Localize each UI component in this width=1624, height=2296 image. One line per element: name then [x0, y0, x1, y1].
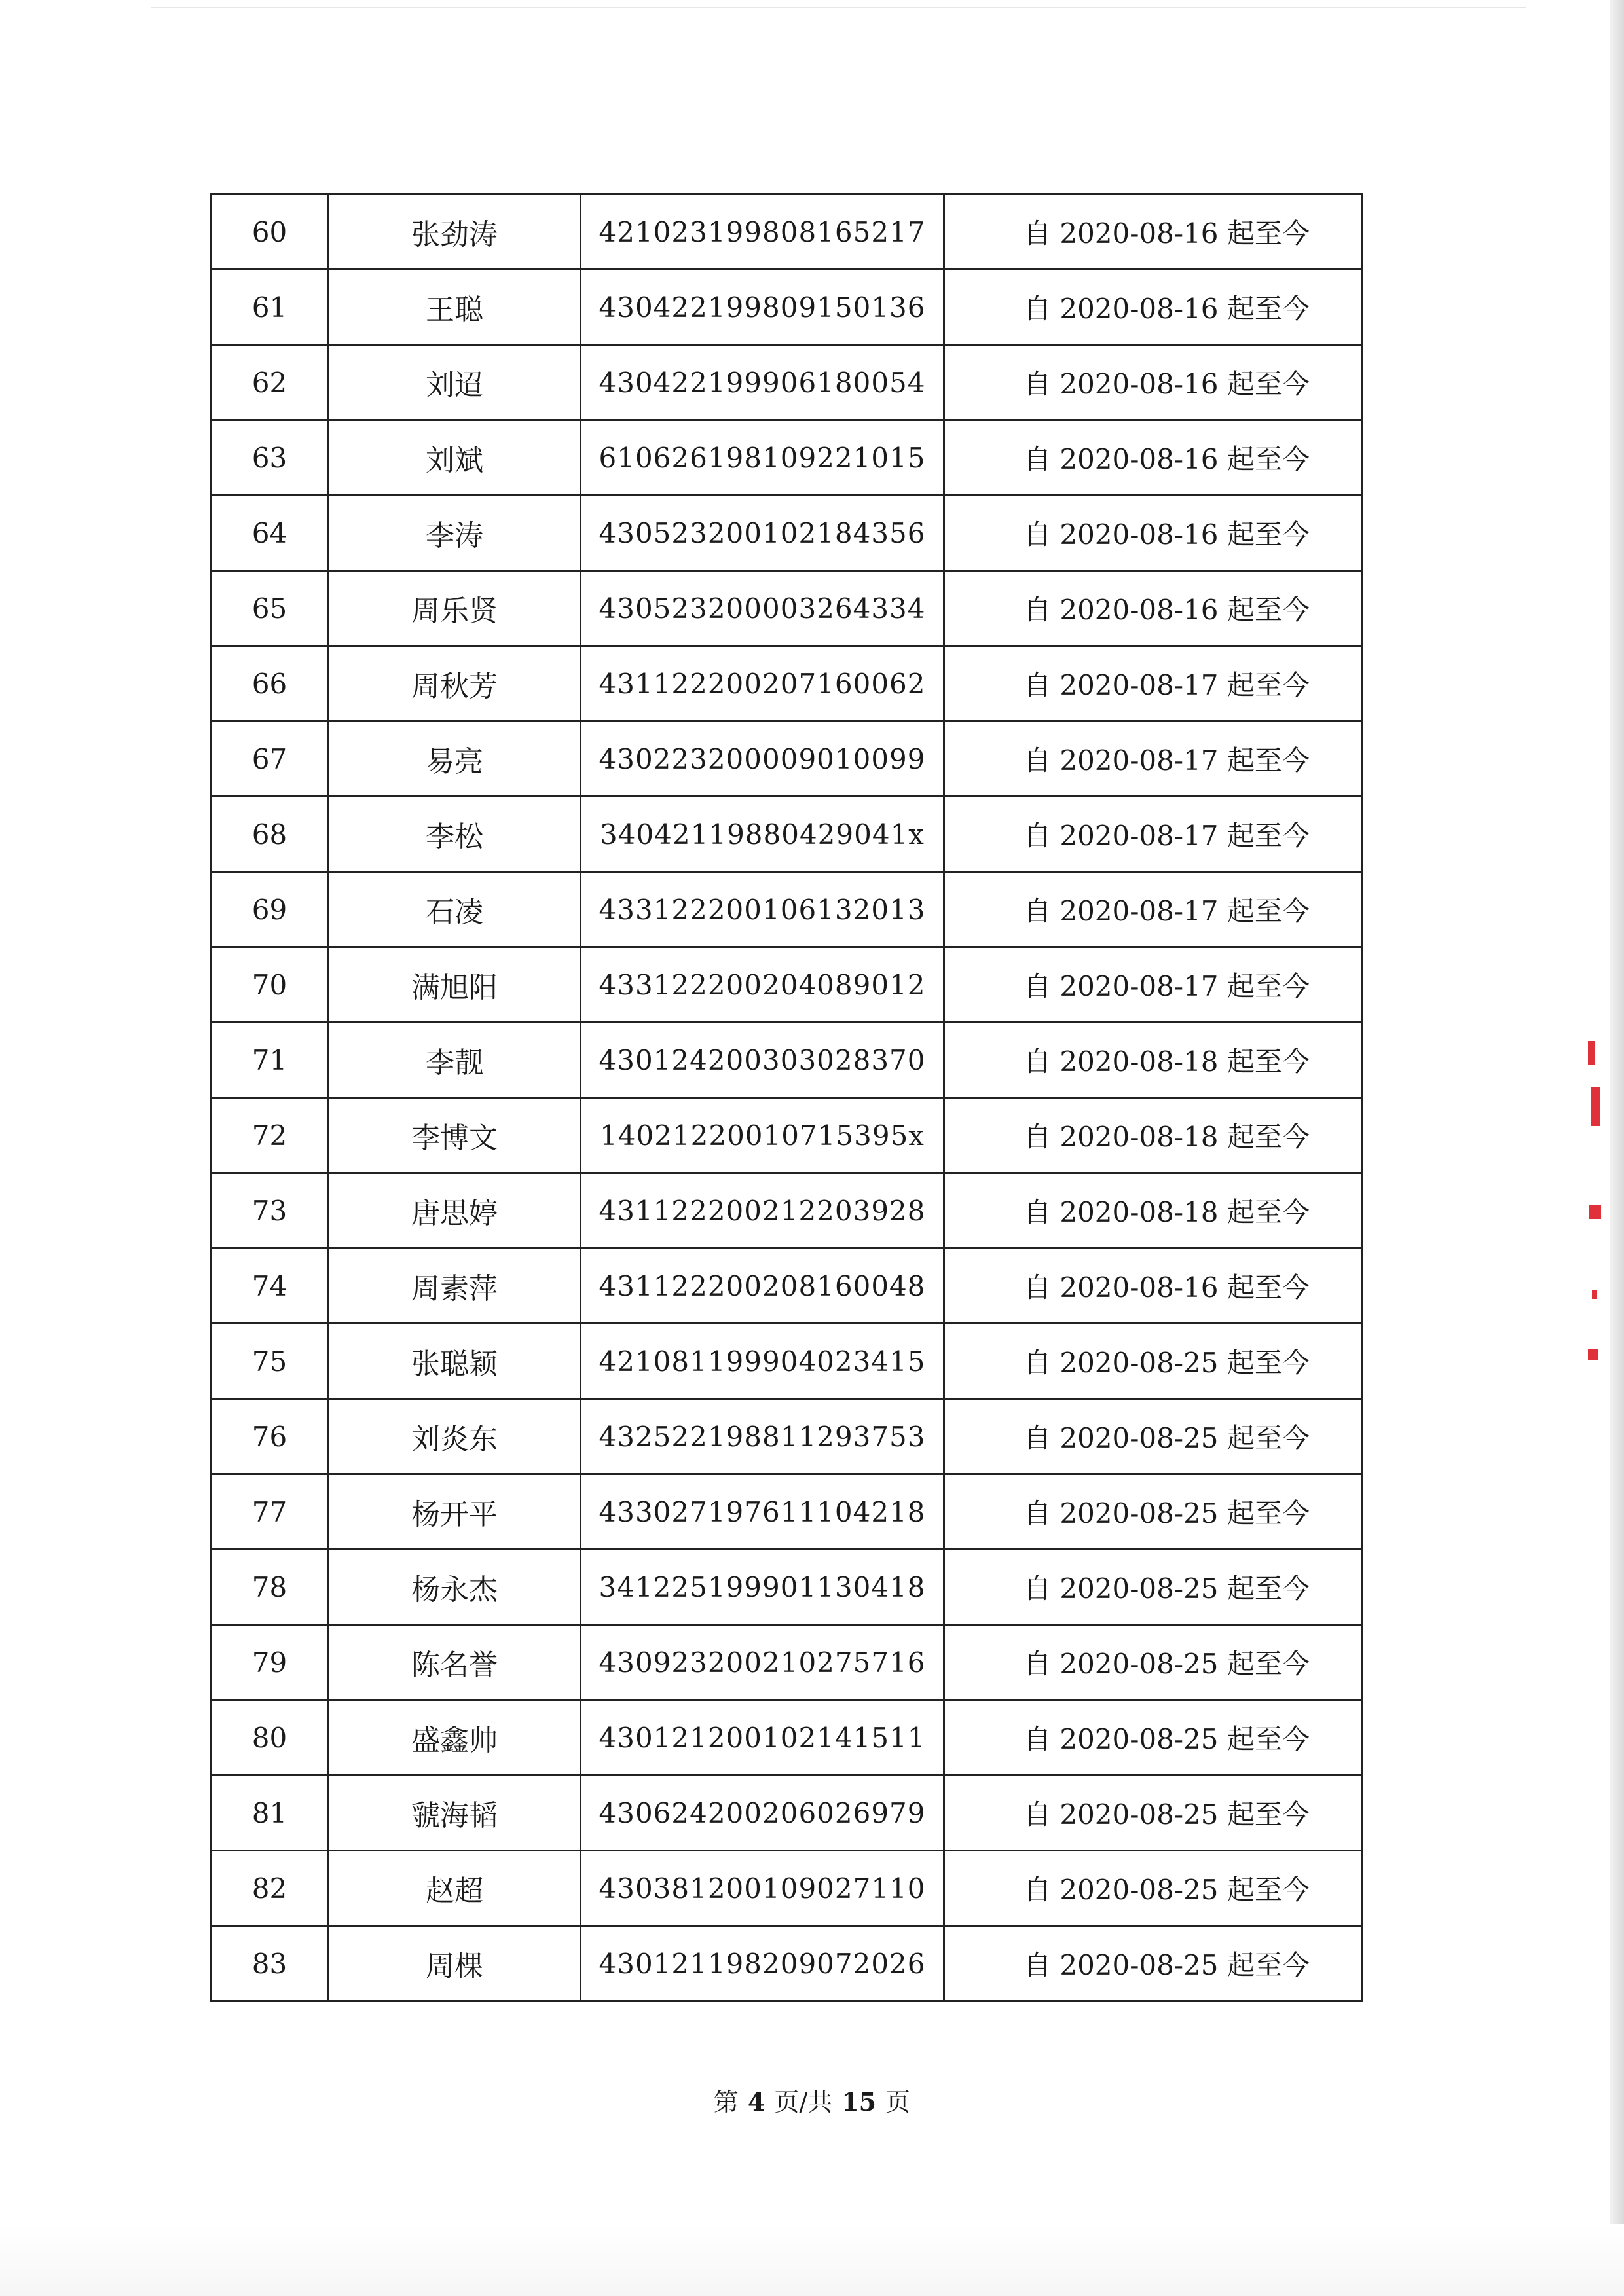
row-number-cell: 72: [211, 1098, 329, 1173]
name-cell: 刘炎东: [329, 1399, 581, 1474]
name-cell: 周棵: [329, 1926, 581, 2001]
period-cell: 自 2020-08-25 起至今: [944, 1399, 1362, 1474]
id-number-cell: 430121200102141511: [581, 1700, 944, 1776]
footer-total-pages: 15: [841, 2087, 877, 2117]
period-cell: 自 2020-08-25 起至今: [944, 1776, 1362, 1851]
row-number-cell: 61: [211, 270, 329, 345]
period-cell: 自 2020-08-25 起至今: [944, 1851, 1362, 1926]
period-cell: 自 2020-08-16 起至今: [944, 1248, 1362, 1324]
period-cell: 自 2020-08-25 起至今: [944, 1550, 1362, 1625]
name-cell: 虢海韬: [329, 1776, 581, 1851]
footer-suffix: 页: [885, 2088, 911, 2117]
name-cell: 杨永杰: [329, 1550, 581, 1625]
period-cell: 自 2020-08-25 起至今: [944, 1926, 1362, 2001]
id-number-cell: 433122200106132013: [581, 872, 944, 947]
table-row: [211, 1851, 1362, 1926]
table-row: [211, 947, 1362, 1023]
scan-edge-bottom: [0, 2224, 1624, 2296]
footer-middle: 页/共: [774, 2088, 833, 2117]
row-number-cell: 64: [211, 496, 329, 571]
seal-stamp-fragment: [1588, 1041, 1614, 1408]
table-row: [211, 797, 1362, 872]
row-number-cell: 80: [211, 1700, 329, 1776]
table-row: [211, 1248, 1362, 1324]
name-cell: 满旭阳: [329, 947, 581, 1023]
period-cell: 自 2020-08-18 起至今: [944, 1098, 1362, 1173]
name-cell: 李松: [329, 797, 581, 872]
period-cell: 自 2020-08-18 起至今: [944, 1173, 1362, 1248]
period-cell: 自 2020-08-18 起至今: [944, 1023, 1362, 1098]
id-number-cell: 430124200303028370: [581, 1023, 944, 1098]
row-number-cell: 60: [211, 194, 329, 270]
page-footer: [0, 2082, 1624, 2118]
table-row: [211, 1098, 1362, 1173]
row-number-cell: 66: [211, 646, 329, 721]
name-cell: 盛鑫帅: [329, 1700, 581, 1776]
row-number-cell: 83: [211, 1926, 329, 2001]
table-row: [211, 1474, 1362, 1550]
personnel-table: [210, 193, 1363, 2002]
table-row: [211, 1399, 1362, 1474]
footer-page-number: 4: [747, 2087, 766, 2117]
row-number-cell: 81: [211, 1776, 329, 1851]
table-row: [211, 1700, 1362, 1776]
row-number-cell: 78: [211, 1550, 329, 1625]
table-row: [211, 270, 1362, 345]
id-number-cell: 430381200109027110: [581, 1851, 944, 1926]
scan-artifact-top: [151, 7, 1526, 8]
row-number-cell: 68: [211, 797, 329, 872]
period-cell: 自 2020-08-17 起至今: [944, 947, 1362, 1023]
table-row: [211, 872, 1362, 947]
period-cell: 自 2020-08-25 起至今: [944, 1625, 1362, 1700]
row-number-cell: 62: [211, 345, 329, 420]
id-number-cell: 430523200003264334: [581, 571, 944, 646]
period-cell: 自 2020-08-16 起至今: [944, 571, 1362, 646]
personnel-table-container: [210, 193, 1361, 2002]
period-cell: 自 2020-08-17 起至今: [944, 797, 1362, 872]
name-cell: 刘斌: [329, 420, 581, 496]
id-number-cell: 431122200208160048: [581, 1248, 944, 1324]
row-number-cell: 69: [211, 872, 329, 947]
row-number-cell: 75: [211, 1324, 329, 1399]
name-cell: 石凌: [329, 872, 581, 947]
name-cell: 周素萍: [329, 1248, 581, 1324]
name-cell: 周秋芳: [329, 646, 581, 721]
name-cell: 杨开平: [329, 1474, 581, 1550]
table-row: [211, 1926, 1362, 2001]
id-number-cell: 432522198811293753: [581, 1399, 944, 1474]
name-cell: 王聪: [329, 270, 581, 345]
id-number-cell: 431122200212203928: [581, 1173, 944, 1248]
row-number-cell: 76: [211, 1399, 329, 1474]
table-row: [211, 721, 1362, 797]
table-row: [211, 571, 1362, 646]
period-cell: 自 2020-08-25 起至今: [944, 1474, 1362, 1550]
id-number-cell: 430223200009010099: [581, 721, 944, 797]
table-row: [211, 1776, 1362, 1851]
id-number-cell: 430121198209072026: [581, 1926, 944, 2001]
name-cell: 张劲涛: [329, 194, 581, 270]
id-number-cell: 430923200210275716: [581, 1625, 944, 1700]
name-cell: 赵超: [329, 1851, 581, 1926]
id-number-cell: 421023199808165217: [581, 194, 944, 270]
period-cell: 自 2020-08-17 起至今: [944, 721, 1362, 797]
table-row: [211, 1173, 1362, 1248]
table-row: [211, 345, 1362, 420]
name-cell: 刘迢: [329, 345, 581, 420]
table-row: [211, 646, 1362, 721]
name-cell: 易亮: [329, 721, 581, 797]
id-number-cell: 430624200206026979: [581, 1776, 944, 1851]
id-number-cell: 610626198109221015: [581, 420, 944, 496]
table-row: [211, 496, 1362, 571]
name-cell: 唐思婷: [329, 1173, 581, 1248]
period-cell: 自 2020-08-16 起至今: [944, 194, 1362, 270]
period-cell: 自 2020-08-16 起至今: [944, 345, 1362, 420]
id-number-cell: 430422199809150136: [581, 270, 944, 345]
id-number-cell: 421081199904023415: [581, 1324, 944, 1399]
id-number-cell: 430422199906180054: [581, 345, 944, 420]
row-number-cell: 63: [211, 420, 329, 496]
id-number-cell: 341225199901130418: [581, 1550, 944, 1625]
id-number-cell: 431122200207160062: [581, 646, 944, 721]
table-row: [211, 1625, 1362, 1700]
id-number-cell: 34042119880429041x: [581, 797, 944, 872]
row-number-cell: 74: [211, 1248, 329, 1324]
period-cell: 自 2020-08-16 起至今: [944, 496, 1362, 571]
period-cell: 自 2020-08-17 起至今: [944, 872, 1362, 947]
row-number-cell: 73: [211, 1173, 329, 1248]
name-cell: 李靓: [329, 1023, 581, 1098]
table-row: [211, 1324, 1362, 1399]
row-number-cell: 71: [211, 1023, 329, 1098]
period-cell: 自 2020-08-25 起至今: [944, 1700, 1362, 1776]
name-cell: 李博文: [329, 1098, 581, 1173]
name-cell: 周乐贤: [329, 571, 581, 646]
table-row: [211, 1023, 1362, 1098]
period-cell: 自 2020-08-16 起至今: [944, 420, 1362, 496]
footer-prefix: 第: [713, 2088, 739, 2117]
name-cell: 张聪颖: [329, 1324, 581, 1399]
name-cell: 李涛: [329, 496, 581, 571]
row-number-cell: 65: [211, 571, 329, 646]
id-number-cell: 433027197611104218: [581, 1474, 944, 1550]
table-body: [211, 194, 1362, 2001]
table-row: [211, 194, 1362, 270]
id-number-cell: 14021220010715395x: [581, 1098, 944, 1173]
row-number-cell: 82: [211, 1851, 329, 1926]
table-row: [211, 420, 1362, 496]
id-number-cell: 433122200204089012: [581, 947, 944, 1023]
row-number-cell: 70: [211, 947, 329, 1023]
period-cell: 自 2020-08-16 起至今: [944, 270, 1362, 345]
row-number-cell: 67: [211, 721, 329, 797]
row-number-cell: 77: [211, 1474, 329, 1550]
name-cell: 陈名誉: [329, 1625, 581, 1700]
period-cell: 自 2020-08-25 起至今: [944, 1324, 1362, 1399]
row-number-cell: 79: [211, 1625, 329, 1700]
period-cell: 自 2020-08-17 起至今: [944, 646, 1362, 721]
table-row: [211, 1550, 1362, 1625]
id-number-cell: 430523200102184356: [581, 496, 944, 571]
